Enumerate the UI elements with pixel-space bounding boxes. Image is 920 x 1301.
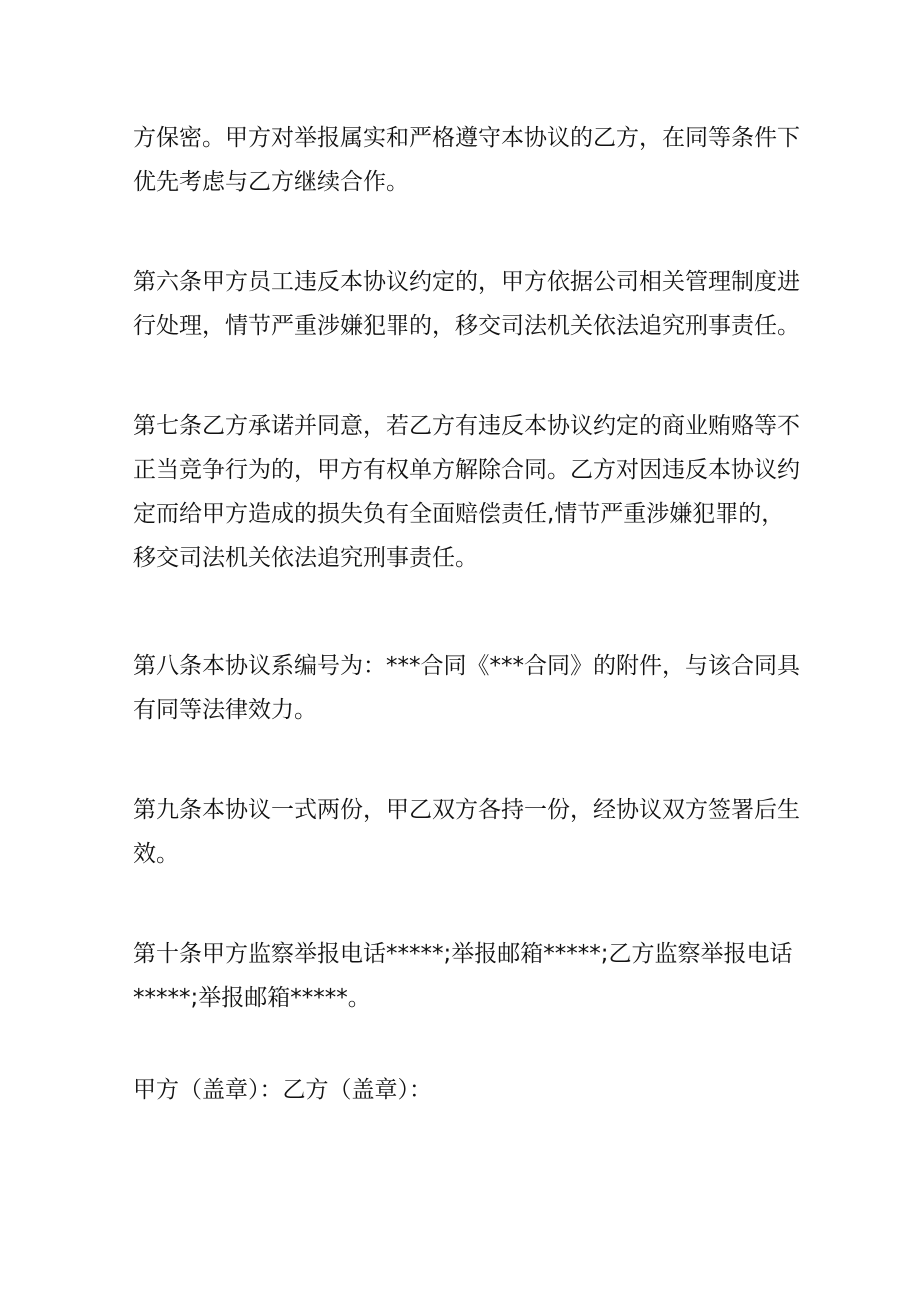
text-line: 第十条甲方监察举报电话*****;举报邮箱*****;乙方监察举报电话 — [133, 941, 793, 967]
text-line: 方保密。甲方对举报属实和严格遵守本协议的乙方，在同等条件下 — [133, 125, 800, 151]
text-line: 定而给甲方造成的损失负有全面赔偿责任,情节严重涉嫌犯罪的， — [133, 501, 785, 527]
text-line: 第七条乙方承诺并同意，若乙方有违反本协议约定的商业贿赂等不 — [133, 413, 800, 439]
text-line: 甲方（盖章）：乙方（盖章）： — [133, 1077, 432, 1103]
article-7 — [133, 404, 813, 580]
article-8 — [133, 644, 813, 732]
text-line: 效。 — [133, 841, 179, 867]
text-line: 正当竞争行为的，甲方有权单方解除合同。乙方对因违反本协议约 — [133, 457, 800, 483]
text-line: 第九条本协议一式两份，甲乙双方各持一份，经协议双方签署后生 — [133, 797, 800, 823]
paragraph-confidentiality — [133, 116, 813, 204]
article-9 — [133, 788, 813, 876]
text-line: 第八条本协议系编号为：***合同《***合同》的附件，与该合同具 — [133, 653, 800, 679]
text-line: 第六条甲方员工违反本协议约定的，甲方依据公司相关管理制度进 — [133, 269, 800, 295]
text-line: 优先考虑与乙方继续合作。 — [133, 169, 409, 195]
text-line: *****;举报邮箱*****。 — [133, 985, 371, 1011]
text-line: 行处理，情节严重涉嫌犯罪的，移交司法机关依法追究刑事责任。 — [133, 313, 800, 339]
text-line: 移交司法机关依法追究刑事责任。 — [133, 545, 478, 571]
article-10 — [133, 932, 813, 1020]
article-6 — [133, 260, 813, 348]
signature-line — [133, 1068, 813, 1112]
text-line: 有同等法律效力。 — [133, 697, 317, 723]
